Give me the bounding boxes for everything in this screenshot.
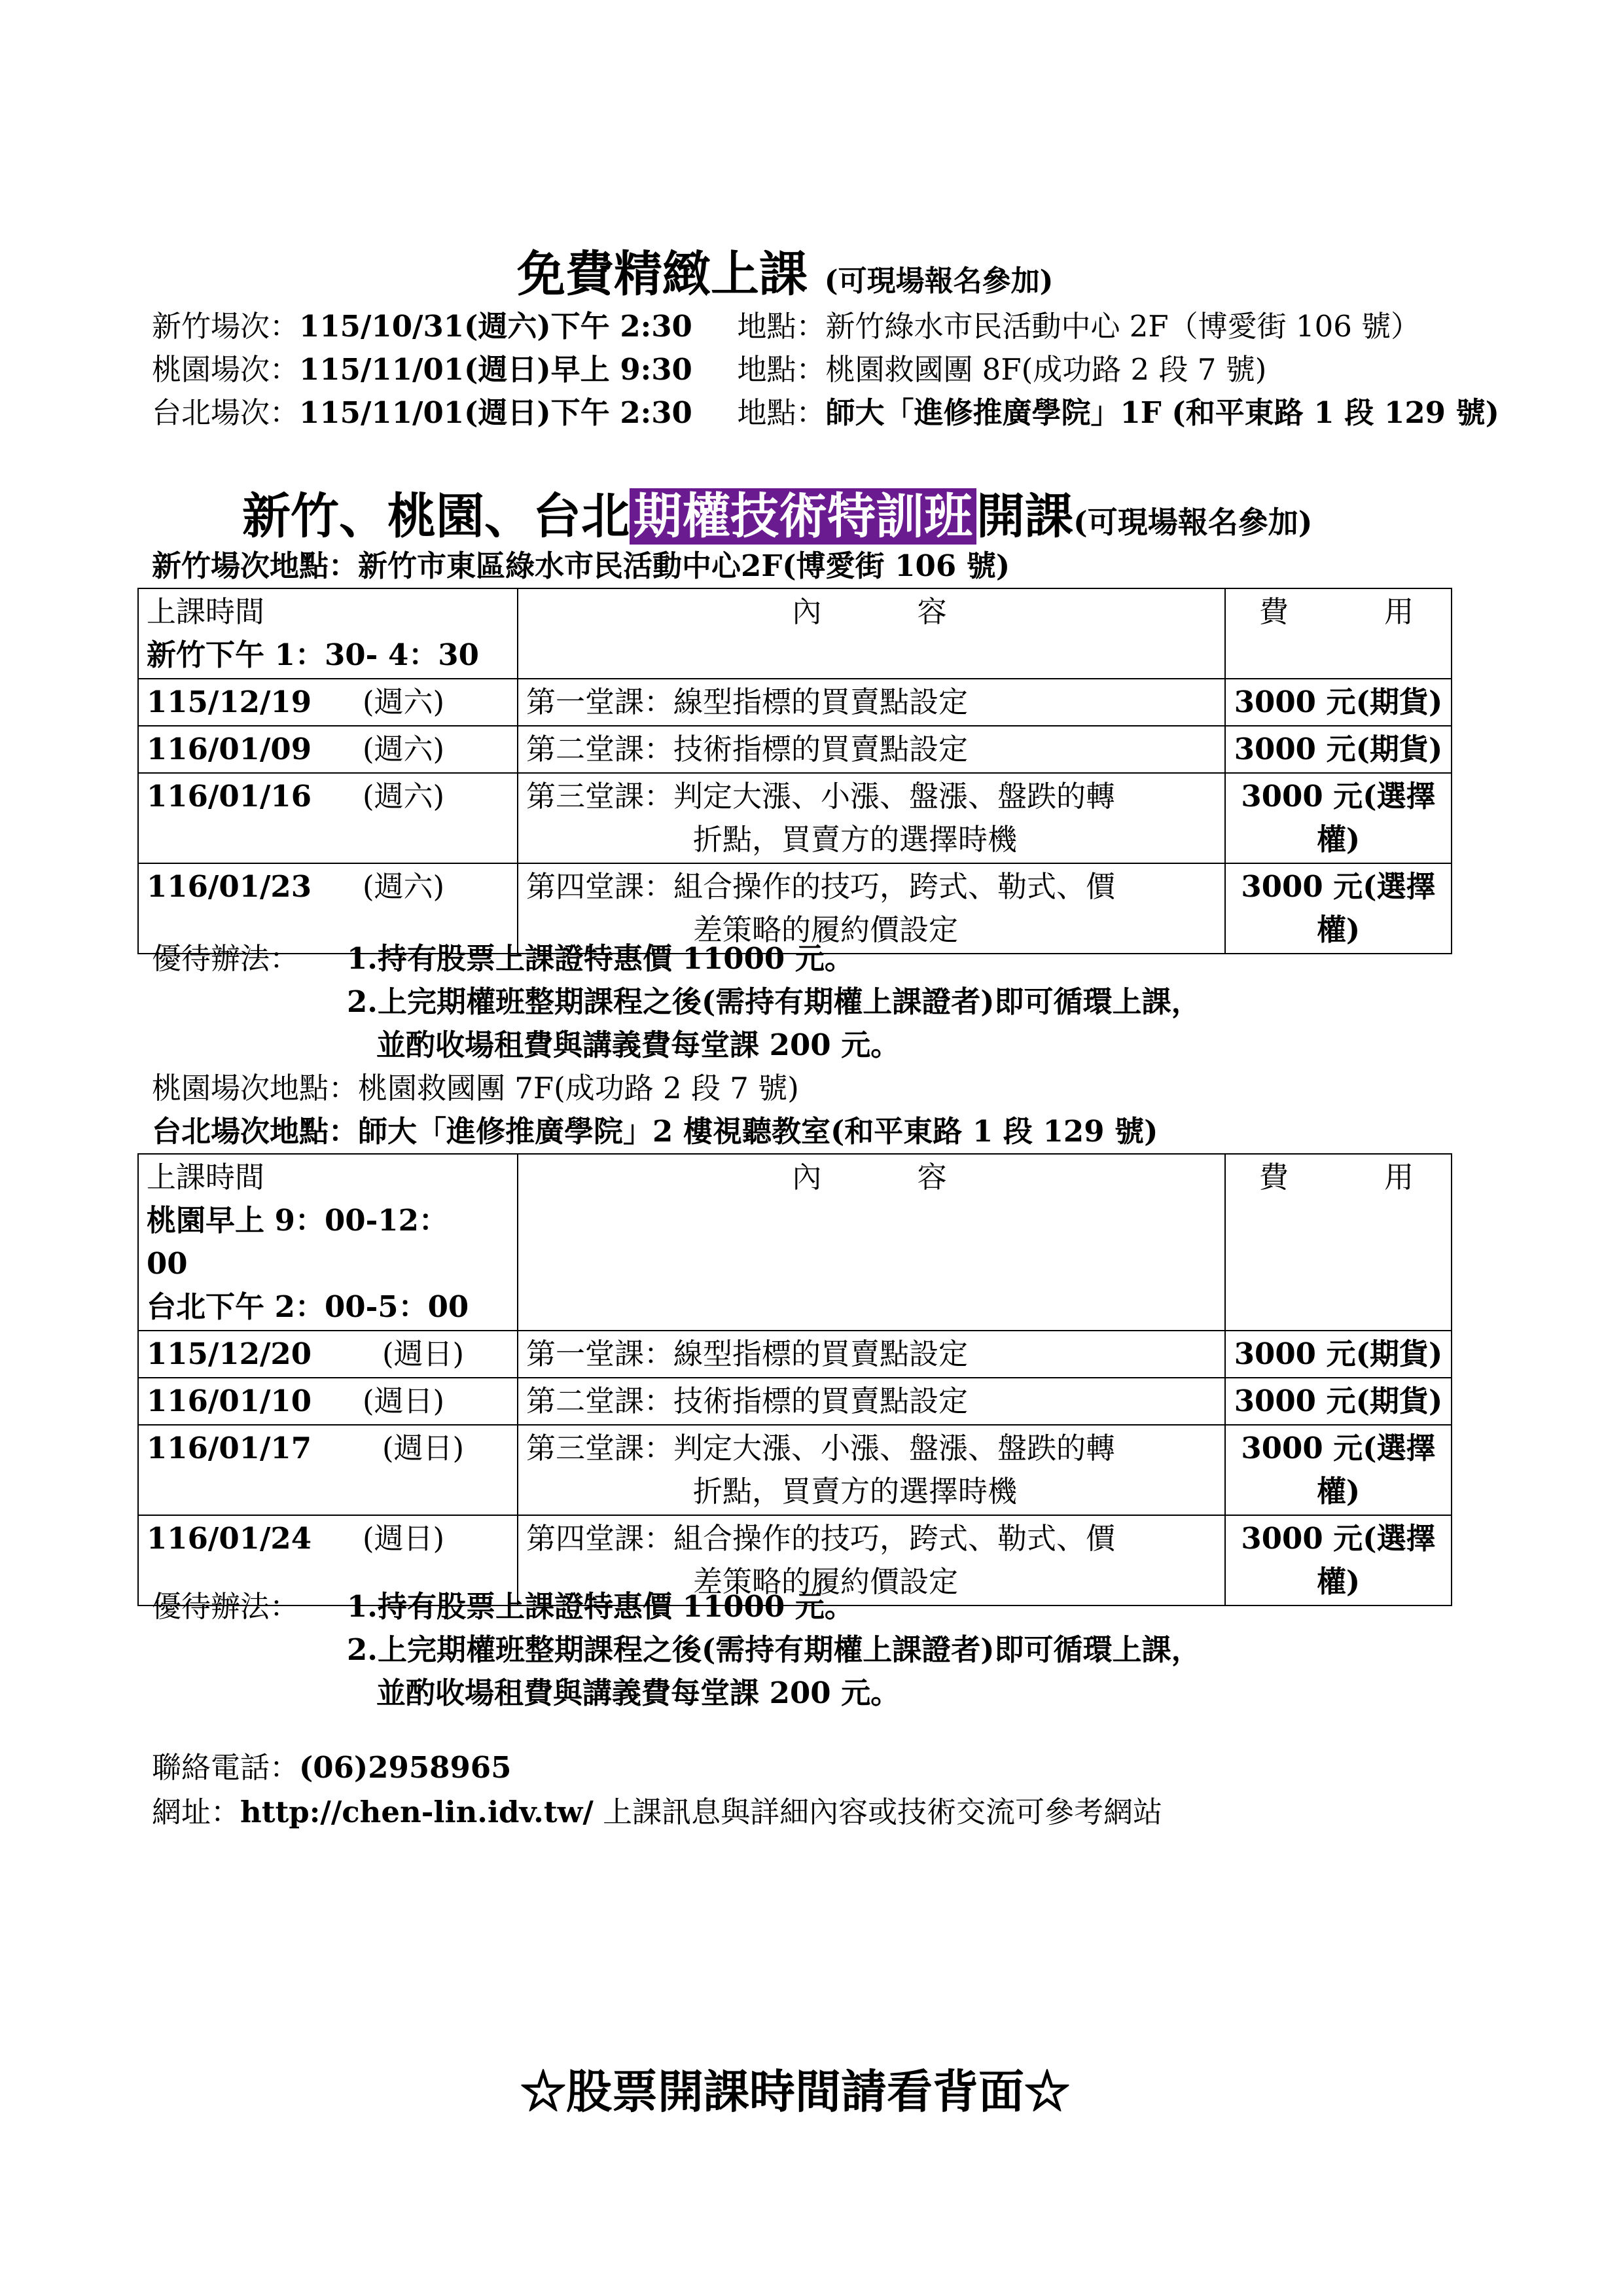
header-fee-cell: 費 用 [1225, 1154, 1452, 1331]
phone-number: (06)2958965 [299, 1750, 512, 1785]
row-weekday: (週六) [363, 779, 445, 814]
content-cell [518, 1425, 1225, 1515]
row-weekday: (週六) [363, 732, 445, 766]
header-content-cell: 內 容 [518, 588, 1225, 679]
free-course-note: (可現場報名參加) [824, 264, 1054, 298]
taoyuan-taipei-discount-1: 1.持有股票上課證特惠價 11000 元。 [347, 1589, 854, 1624]
session-time: 115/11/01(週日)下午 2:30 [299, 395, 692, 430]
contact-url-line [152, 1791, 1162, 1834]
row-weekday: (週六) [363, 869, 445, 904]
row-content-cont: 折點，買賣方的選擇時機 [693, 1474, 1018, 1509]
content-cell [518, 1331, 1225, 1378]
header-time-label: 上課時間 [147, 1160, 265, 1194]
table-row [138, 1331, 1452, 1378]
row-date: 115/12/20 [147, 1336, 312, 1371]
row-content-cont: 差策略的履約價設定 [693, 912, 959, 947]
header-time-value: 新竹下午 1：30- 4：30 [147, 637, 479, 672]
phone-label: 聯絡電話： [152, 1750, 300, 1785]
taoyuan-taipei-schedule-table [137, 1153, 1452, 1606]
fee-cell: 3000 元(選擇權) [1225, 863, 1452, 954]
row-date: 115/12/19 [147, 685, 312, 719]
hsinchu-discount-2: 2.上完期權班整期課程之後(需持有期權上課證者)即可循環上課， [347, 984, 1201, 1019]
session-time: 115/11/01(週日)早上 9:30 [299, 352, 692, 387]
taoyuan-taipei-discount-2: 2.上完期權班整期課程之後(需持有期權上課證者)即可循環上課， [347, 1632, 1201, 1667]
row-weekday: (週日) [363, 1384, 445, 1418]
date-cell [138, 679, 518, 726]
free-course-title: 免費精緻上課 [517, 246, 808, 302]
date-cell [138, 1425, 518, 1515]
header-fee-cell: 費 用 [1225, 588, 1452, 679]
hsinchu-discount-1: 1.持有股票上課證特惠價 11000 元。 [347, 941, 854, 976]
session-label: 新竹場次： [152, 309, 300, 344]
row-weekday: (週日) [382, 1336, 465, 1371]
table-header-row [138, 1154, 1452, 1331]
fee-cell: 3000 元(期貨) [1225, 1331, 1452, 1378]
date-cell [138, 1331, 518, 1378]
back-page-note: ☆股票開課時間請看背面☆ [520, 2064, 1070, 2119]
row-date: 116/01/16 [147, 779, 312, 814]
header-time-taipei: 台北下午 2：00-5：00 [147, 1289, 469, 1324]
row-content: 第二堂課：技術指標的買賣點設定 [526, 1384, 969, 1418]
taipei-location: 台北場次地點：師大「進修推廣學院」2 樓視聽教室(和平東路 1 段 129 號) [152, 1114, 1158, 1149]
hsinchu-schedule-table [137, 588, 1452, 954]
header-time-taoyuan: 桃園早上 9：00-12： [147, 1203, 448, 1238]
header-time-taoyuan-cont: 00 [147, 1246, 188, 1281]
content-cell [518, 1378, 1225, 1425]
free-course-heading [517, 236, 1053, 305]
url-label: 網址： [152, 1795, 241, 1829]
taoyuan-taipei-discount-label: 優待辦法： [152, 1589, 300, 1624]
taoyuan-location: 桃園場次地點：桃園救國團 7F(成功路 2 段 7 號) [152, 1071, 799, 1105]
place-label: 地點： [737, 309, 826, 344]
session-label: 桃園場次： [152, 352, 300, 387]
date-cell [138, 726, 518, 773]
table-row [138, 1425, 1452, 1515]
session-place: 桃園救國團 8F(成功路 2 段 7 號) [825, 352, 1267, 387]
row-content: 第一堂課：線型指標的買賣點設定 [526, 685, 969, 719]
row-date: 116/01/24 [147, 1521, 312, 1556]
table-row [138, 679, 1452, 726]
fee-cell: 3000 元(期貨) [1225, 1378, 1452, 1425]
training-title-suffix: 開課 [976, 488, 1073, 545]
row-content: 第二堂課：技術指標的買賣點設定 [526, 732, 969, 766]
contact-phone-line [152, 1746, 511, 1789]
date-cell [138, 1378, 518, 1425]
place-label: 地點： [737, 352, 826, 387]
fee-cell: 3000 元(期貨) [1225, 679, 1452, 726]
content-cell [518, 679, 1225, 726]
row-content-cont: 差策略的履約價設定 [693, 1564, 959, 1599]
session-label: 台北場次： [152, 395, 300, 430]
training-title-highlight: 期權技術特訓班 [630, 488, 976, 545]
free-session-taoyuan [152, 348, 1266, 391]
url-note: 上課訊息與詳細內容或技術交流可參考網站 [593, 1795, 1163, 1829]
row-date: 116/01/10 [147, 1384, 312, 1418]
table-row [138, 1378, 1452, 1425]
header-time-label: 上課時間 [147, 594, 265, 629]
hsinchu-location: 新竹場次地點：新竹市東區綠水市民活動中心2F(博愛街 106 號) [152, 548, 1010, 583]
row-content: 第三堂課：判定大漲、小漲、盤漲、盤跌的轉 [526, 779, 1116, 814]
fee-cell: 3000 元(選擇權) [1225, 1425, 1452, 1515]
row-content: 第三堂課：判定大漲、小漲、盤漲、盤跌的轉 [526, 1431, 1116, 1465]
session-time: 115/10/31(週六)下午 2:30 [299, 309, 692, 344]
row-weekday: (週日) [382, 1431, 465, 1465]
fee-cell: 3000 元(選擇權) [1225, 773, 1452, 863]
content-cell [518, 726, 1225, 773]
website-link[interactable]: http://chen-lin.idv.tw/ [240, 1795, 594, 1829]
row-weekday: (週六) [363, 685, 445, 719]
free-session-taipei [152, 391, 1499, 435]
row-date: 116/01/23 [147, 869, 312, 904]
header-time-cell [138, 1154, 518, 1331]
fee-cell: 3000 元(期貨) [1225, 726, 1452, 773]
place-label: 地點： [737, 395, 826, 430]
row-date: 116/01/17 [147, 1431, 312, 1465]
row-weekday: (週日) [363, 1521, 445, 1556]
header-time-cell [138, 588, 518, 679]
table-row [138, 773, 1452, 863]
training-heading [242, 478, 1313, 547]
table-header-row [138, 588, 1452, 679]
row-content-cont: 折點，買賣方的選擇時機 [693, 822, 1018, 857]
session-place: 師大「進修推廣學院」1F (和平東路 1 段 129 號) [825, 395, 1499, 430]
row-content: 第四堂課：組合操作的技巧，跨式、勒式、價 [526, 1521, 1116, 1556]
row-content: 第四堂課：組合操作的技巧，跨式、勒式、價 [526, 869, 1116, 904]
training-note: (可現場報名參加) [1073, 505, 1313, 540]
date-cell [138, 773, 518, 863]
hsinchu-discount-3: 並酌收場租費與講義費每堂課 200 元。 [376, 1028, 901, 1062]
fee-cell: 3000 元(選擇權) [1225, 1515, 1452, 1605]
header-content-cell: 內 容 [518, 1154, 1225, 1331]
taoyuan-taipei-discount-3: 並酌收場租費與講義費每堂課 200 元。 [376, 1676, 901, 1710]
training-title-prefix: 新竹、桃園、台北 [242, 488, 630, 545]
row-content: 第一堂課：線型指標的買賣點設定 [526, 1336, 969, 1371]
session-place: 新竹綠水市民活動中心 2F（博愛街 106 號） [825, 309, 1421, 344]
hsinchu-discount-label: 優待辦法： [152, 941, 300, 976]
table-row [138, 726, 1452, 773]
content-cell [518, 773, 1225, 863]
row-date: 116/01/09 [147, 732, 312, 766]
free-session-hsinchu [152, 305, 1420, 348]
